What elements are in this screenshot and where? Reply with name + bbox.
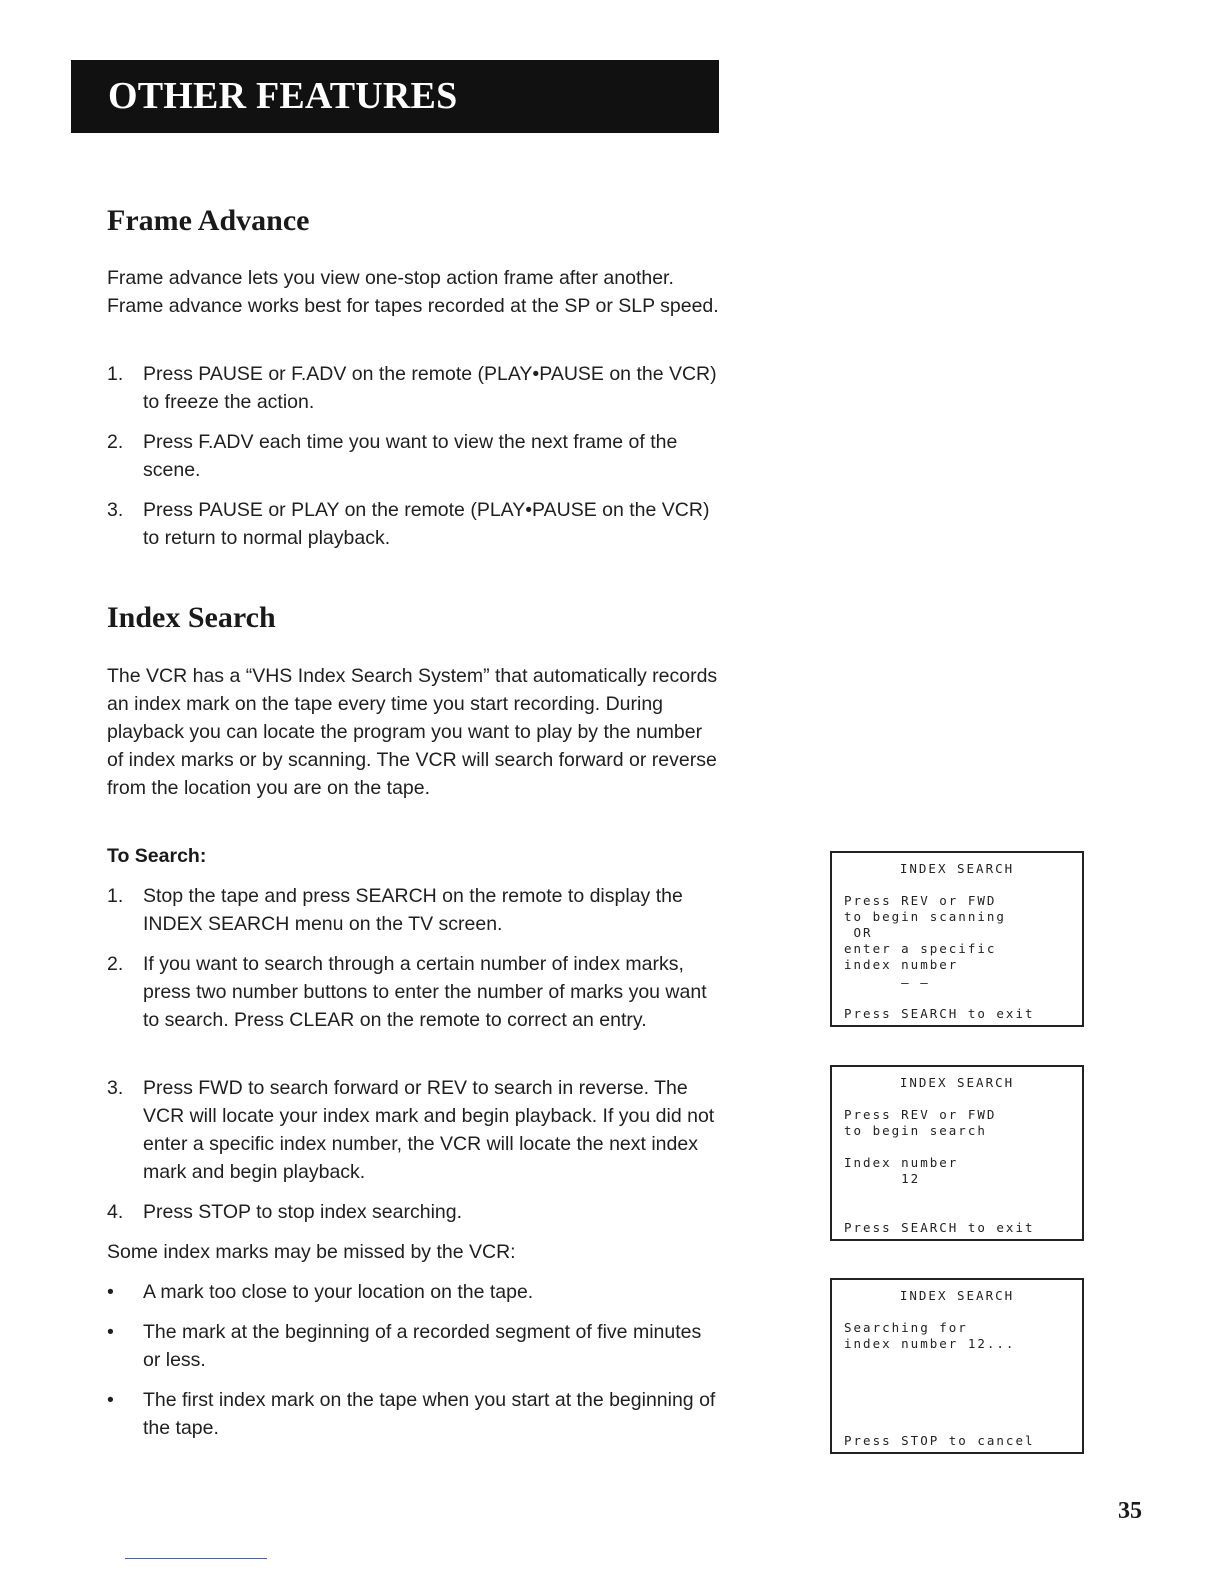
footer-rule (125, 1558, 267, 1559)
bullet-item (107, 1386, 722, 1442)
frame-advance-heading: Frame Advance (107, 204, 310, 237)
screen-line: 12 (844, 1171, 921, 1186)
section-header-title: OTHER FEATURES (108, 75, 458, 117)
screen-line: Press REV or FWD (844, 893, 997, 908)
step-text: Stop the tape and press SEARCH on the remote to display the INDEX SEARCH menu on the TV screen. (143, 885, 683, 935)
step-text: Press PAUSE or PLAY on the remote (PLAY•PAUSE on the VCR) to return to normal playback. (143, 499, 710, 549)
screen-line: to begin scanning (844, 909, 1006, 924)
bullet-mark: • (107, 1389, 114, 1411)
frame-advance-step (107, 360, 722, 416)
screen-line: enter a specific (844, 941, 997, 956)
index-search-step (107, 1074, 722, 1186)
screen-title: INDEX SEARCH (899, 1075, 1015, 1090)
step-text: Press FWD to search forward or REV to search in reverse. The VCR will locate your index mark and begin playback. If you did not enter a specific index number, the VCR will locate the next index mark and begin playback. (143, 1077, 715, 1183)
screen-line: – – (844, 975, 930, 990)
section-header-bar (71, 60, 719, 133)
screen-line: OR (844, 925, 873, 940)
index-search-step (107, 882, 722, 938)
step-text: If you want to search through a certain number of index marks, press two number buttons to enter the number of marks you want to search. Press CLEAR on the remote to correct an entry. (143, 953, 707, 1031)
step-number: 3. (107, 499, 124, 521)
index-search-step (107, 1198, 722, 1226)
step-text: Press F.ADV each time you want to view the next frame of the scene. (143, 431, 678, 481)
page-number: 35 (1118, 1498, 1142, 1524)
index-search-screen-number (830, 1065, 1084, 1241)
frame-advance-step (107, 496, 722, 552)
screen-line: Searching for (844, 1320, 968, 1335)
screen-line: index number 12... (844, 1336, 1016, 1351)
bullet-mark: • (107, 1281, 114, 1303)
screen-title: INDEX SEARCH (899, 861, 1015, 876)
screen-footer: Press SEARCH to exit (844, 1006, 1035, 1021)
index-search-screen-searching (830, 1278, 1084, 1454)
bullet-text: A mark too close to your location on the tape. (143, 1281, 534, 1303)
step-number: 1. (107, 363, 124, 385)
bullet-item (107, 1318, 722, 1374)
index-search-step (107, 950, 722, 1034)
to-search-subhead: To Search: (107, 845, 207, 867)
screen-footer: Press SEARCH to exit (844, 1220, 1035, 1235)
step-number: 2. (107, 431, 124, 453)
screen-line: index number (844, 957, 959, 972)
bullet-text: The mark at the beginning of a recorded segment of five minutes or less. (143, 1321, 702, 1371)
step-number: 3. (107, 1077, 124, 1099)
screen-line: Press REV or FWD (844, 1107, 997, 1122)
index-search-intro: The VCR has a “VHS Index Search System” that automatically records an index mark on the tape every time you start recording. During playback you can locate the program you want to play by the number of index marks or by scanning. The VCR will search forward or reverse from the location you are on the tape. (107, 665, 718, 799)
step-text: Press STOP to stop index searching. (143, 1201, 463, 1223)
index-search-screen-scan (830, 851, 1084, 1027)
frame-advance-intro: Frame advance lets you view one-stop action frame after another. Frame advance works best for tapes recorded at the SP or SLP speed. (107, 267, 719, 317)
frame-advance-step (107, 428, 722, 484)
index-search-heading: Index Search (107, 601, 276, 634)
step-text: Press PAUSE or F.ADV on the remote (PLAY•PAUSE on the VCR) to freeze the action. (143, 363, 717, 413)
screen-line: to begin search (844, 1123, 987, 1138)
missed-marks-intro: Some index marks may be missed by the VCR: (107, 1241, 516, 1263)
screen-title: INDEX SEARCH (899, 1288, 1015, 1303)
screen-footer: Press STOP to cancel (844, 1433, 1035, 1448)
bullet-mark: • (107, 1321, 114, 1343)
bullet-text: The first index mark on the tape when you start at the beginning of the tape. (143, 1389, 716, 1439)
step-number: 4. (107, 1201, 124, 1223)
bullet-item (107, 1278, 722, 1306)
screen-line: Index number (844, 1155, 959, 1170)
step-number: 2. (107, 953, 124, 975)
step-number: 1. (107, 885, 124, 907)
